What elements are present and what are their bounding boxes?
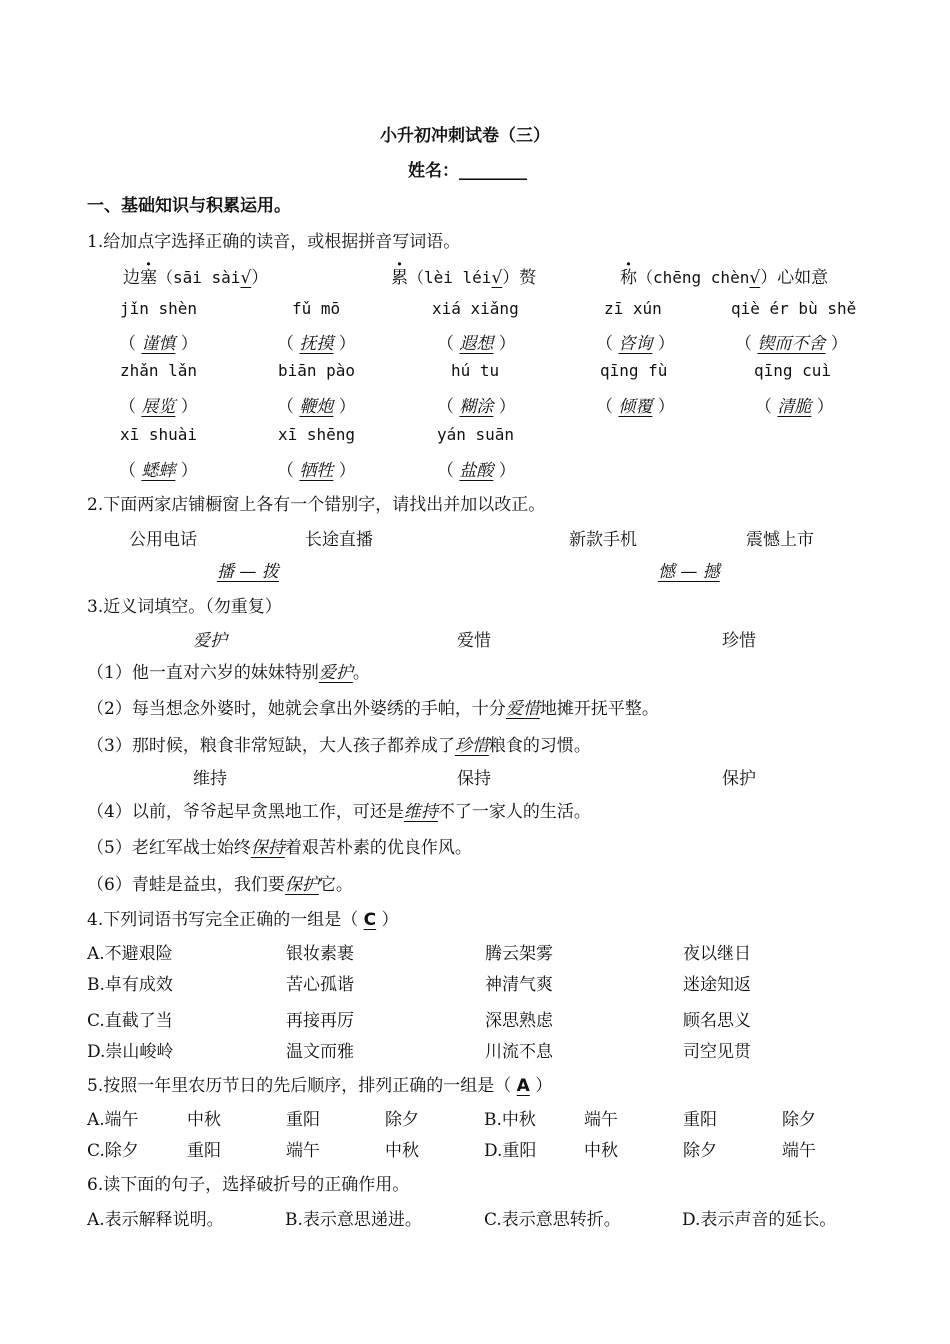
option-word: 除夕 [782, 1110, 816, 1130]
option-word: 除夕 [683, 1141, 717, 1161]
name-field-label: 姓名：________ [408, 161, 527, 181]
answer-word: （ 倾覆 ） [596, 397, 675, 417]
q5-prompt: 5.按照一年里农历节日的先后顺序，排列正确的一组是（ A ） [87, 1076, 553, 1096]
pinyin: yán suān [437, 425, 515, 444]
option-word: 司空见贯 [683, 1042, 751, 1062]
answer-word: （ 抚摸 ） [277, 334, 356, 354]
pinyin: fǔ mō [292, 299, 341, 318]
q1-item-3: 称（chēng chèn√）心如意 [620, 268, 829, 288]
pinyin: zī xún [604, 299, 662, 318]
word-choice: 爱护 [193, 631, 227, 651]
q2-prompt: 2.下面两家店铺橱窗上各有一个错别字，请找出并加以改正。 [87, 495, 546, 515]
option-word: 深思熟虑 [485, 1011, 553, 1031]
pinyin: qīng cuì [754, 361, 832, 380]
pinyin: biān pào [278, 361, 356, 380]
pinyin: qiè ér bù shě [731, 299, 857, 318]
pinyin: xiá xiǎng [432, 299, 519, 318]
word-choice: 珍惜 [722, 631, 756, 651]
option-word: 顾名思义 [683, 1011, 751, 1031]
correction-1: 播 — 拨 [217, 562, 279, 582]
answer-word: （ 鞭炮 ） [277, 397, 356, 417]
shop-sign: 新款手机 [569, 530, 637, 550]
pinyin: hú tu [451, 361, 500, 380]
answer-word: （ 牺牲 ） [277, 461, 356, 481]
option-word: 中秋 [584, 1141, 618, 1161]
option-word: 重阳 [683, 1110, 717, 1130]
q3-sentence: （2）每当想念外婆时，她就会拿出外婆绣的手帕，十分爱惜地摊开抚平整。 [87, 699, 659, 719]
q3-sentence: （6）青蛙是益虫，我们要保护它。 [87, 875, 353, 895]
q3-sentence: （1）他一直对六岁的妹妹特别爱护。 [87, 663, 370, 683]
pinyin: xī shuài [120, 425, 198, 444]
option-a: A.表示解释说明。 [87, 1210, 224, 1230]
answer-word: （ 咨询 ） [596, 334, 675, 354]
option-word: 端午 [286, 1141, 320, 1161]
answer-word: （ 谨慎 ） [119, 334, 198, 354]
q3-prompt: 3.近义词填空。（勿重复） [87, 597, 282, 617]
option-row: C.直截了当 [87, 1011, 173, 1031]
pinyin: jǐn shèn [120, 299, 198, 318]
pinyin: qīng fù [600, 361, 668, 380]
word-choice: 维持 [193, 769, 227, 789]
q1-item-1: 边塞（sāi sài√） [123, 268, 269, 288]
shop-sign: 长途直播 [305, 530, 373, 550]
option-word: 重阳 [286, 1110, 320, 1130]
option-word: 川流不息 [485, 1042, 553, 1062]
option-word: 温文而雅 [286, 1042, 354, 1062]
q3-sentence: （4）以前，爷爷起早贪黑地工作，可还是维持不了一家人的生活。 [87, 802, 591, 822]
option-b: B.表示意思递进。 [285, 1210, 422, 1230]
option-word: 端午 [782, 1141, 816, 1161]
option-row: A.不避艰险 [87, 944, 173, 964]
word-choice: 保持 [457, 769, 491, 789]
shop-sign: 震憾上市 [746, 530, 814, 550]
q3-sentence: （5）老红军战士始终保持着艰苦朴素的优良作风。 [87, 838, 472, 858]
option-word: B.中秋 [484, 1110, 536, 1130]
option-word: 银妆素裹 [286, 944, 354, 964]
option-word: 迷途知返 [683, 975, 751, 995]
option-word: 苦心孤谐 [286, 975, 354, 995]
option-word: 中秋 [187, 1110, 221, 1130]
answer-word: （ 糊涂 ） [437, 397, 516, 417]
option-d: D.表示声音的延长。 [682, 1210, 837, 1230]
option-word: A.端午 [87, 1110, 139, 1130]
answer-word: （ 蟋蟀 ） [119, 461, 198, 481]
answer-word: （ 展览 ） [119, 397, 198, 417]
word-choice: 爱惜 [457, 631, 491, 651]
pinyin: xī shēng [278, 425, 356, 444]
q1-prompt: 1.给加点字选择正确的读音，或根据拼音写词语。 [87, 232, 461, 252]
option-word: D.重阳 [484, 1141, 537, 1161]
word-choice: 保护 [722, 769, 756, 789]
answer-word: （ 清脆 ） [755, 397, 834, 417]
option-word: 再接再厉 [286, 1011, 354, 1031]
q3-sentence: （3）那时候，粮食非常短缺，大人孩子都养成了珍惜粮食的习惯。 [87, 736, 591, 756]
option-word: 神清气爽 [485, 975, 553, 995]
option-word: 端午 [584, 1110, 618, 1130]
page-title: 小升初冲刺试卷（三） [380, 126, 550, 146]
q1-item-2: 累（lèi léi√）赘 [391, 268, 537, 288]
option-word: 夜以继日 [683, 944, 751, 964]
option-row: D.崇山峻岭 [87, 1042, 174, 1062]
q4-prompt: 4.下列词语书写完全正确的一组是（ C ） [87, 910, 399, 930]
section-heading: 一、基础知识与积累运用。 [87, 196, 291, 216]
option-word: 重阳 [187, 1141, 221, 1161]
option-word: 除夕 [385, 1110, 419, 1130]
option-word: 腾云架雾 [485, 944, 553, 964]
q6-prompt: 6.读下面的句子，选择破折号的正确作用。 [87, 1175, 410, 1195]
option-word: 中秋 [385, 1141, 419, 1161]
answer-word: （ 盐酸 ） [437, 461, 516, 481]
pinyin: zhǎn lǎn [120, 361, 198, 380]
option-c: C.表示意思转折。 [484, 1210, 621, 1230]
correction-2: 憾 — 撼 [658, 562, 720, 582]
option-row: B.卓有成效 [87, 975, 173, 995]
answer-word: （ 锲而不舍 ） [735, 334, 848, 354]
option-word: C.除夕 [87, 1141, 139, 1161]
answer-word: （ 遐想 ） [437, 334, 516, 354]
shop-sign: 公用电话 [129, 530, 197, 550]
